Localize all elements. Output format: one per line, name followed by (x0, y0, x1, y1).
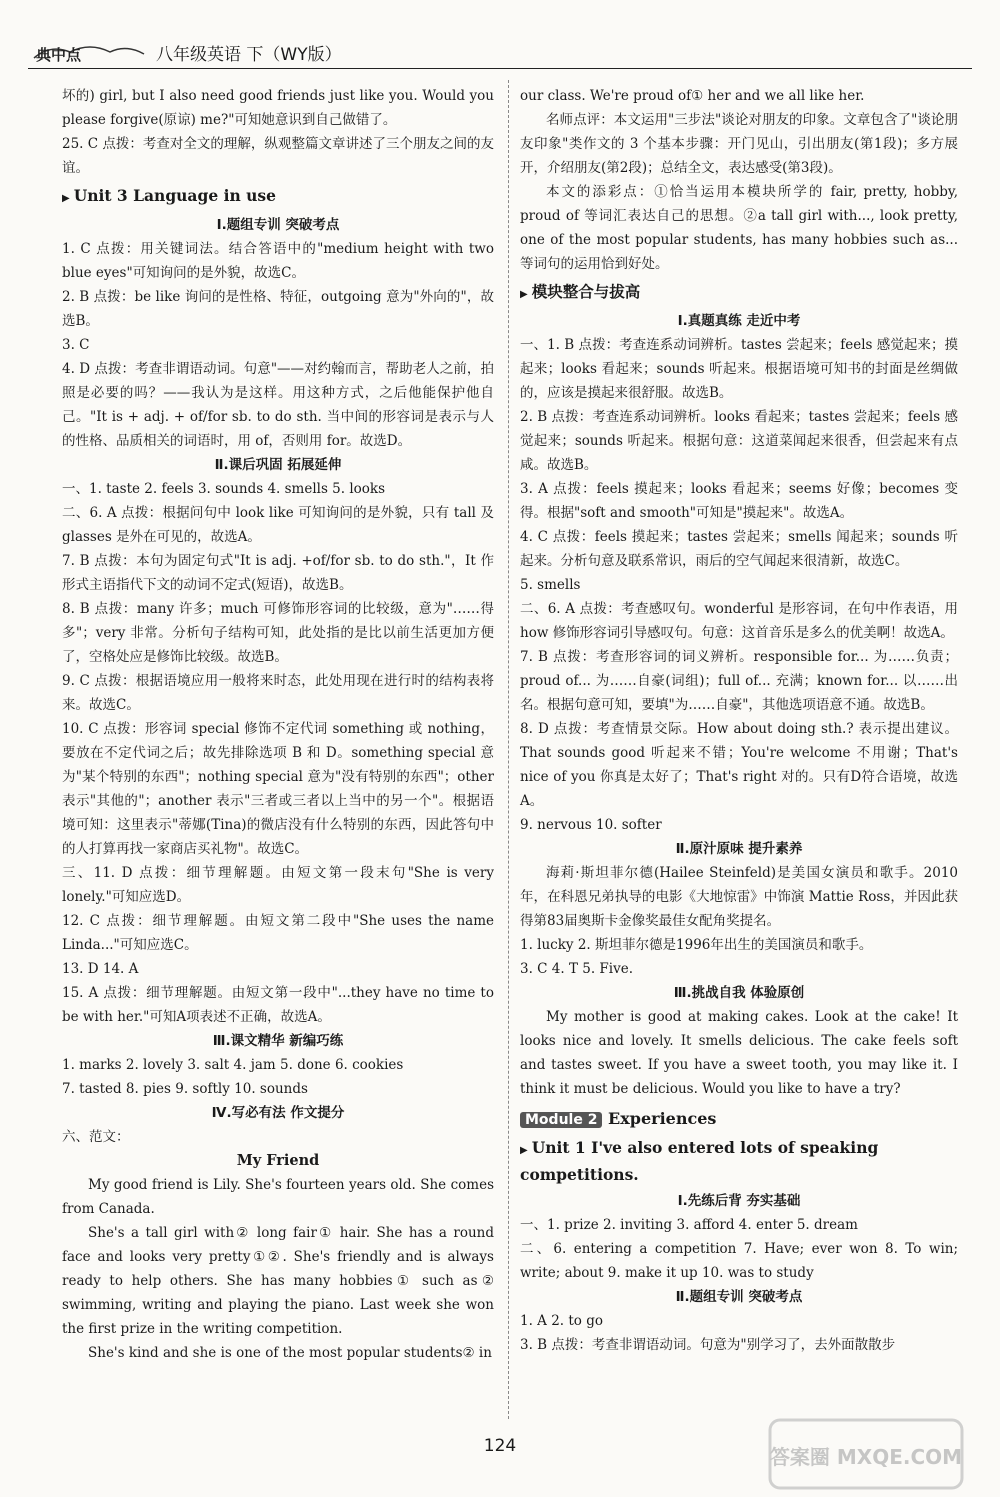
module-tag: Module 2 (520, 1112, 602, 1128)
answer-item: 8. D 点拨：考查情景交际。How about doing sth.? 表示提出建议。That sounds good 听起来不错；You're welcome 不用谢；That's nice of you 你真是太好了；That's right 对的。只有D符合语境，故选A。 (520, 721, 958, 809)
page-header (28, 38, 972, 69)
answer-item: 12. C 点拨：细节理解题。由短文第二段中"She uses the name Linda..."可知应选C。 (62, 913, 494, 953)
answer-item: 二、6. A 点拨：考查感叹句。wonderful 是形容词，在句中作表语，用 how 修饰形容词引导感叹句。句意：这首音乐是多么的优美啊！故选A。 (520, 601, 958, 641)
essay-paragraph: She's a tall girl with② long fair① hair. She has a round face and looks very pretty①②. She's friendly and is always ready to help others. She has many hobbies① such as② swimming, writing and playing the piano. Last week she won the first prize in the writing competition. (62, 1225, 494, 1337)
answer-item: 9. C 点拨：根据语境应用一般将来时态，此处用现在进行时的结构表将来。故选C。 (62, 673, 494, 713)
book-logo-icon (30, 40, 148, 64)
unit1-heading: ▶ Unit 1 I've also entered lots of speaking competitions. (520, 1138, 879, 1184)
answer-item: 一、1. prize 2. inviting 3. afford 4. enter 5. dream (520, 1217, 858, 1233)
essay-paragraph: She's kind and she is one of the most popular students② in (88, 1345, 492, 1361)
section-heading: Ⅲ.挑战自我 体验原创 (673, 985, 805, 1001)
answer-item: 一、1. B 点拨：考查连系动词辨析。tastes 尝起来；feels 感觉起来；摸起来；looks 看起来；sounds 听起来。根据语境可知书的封面是丝绸做的，应该是摸起来很舒服。故选B。 (520, 337, 958, 401)
answer-line: 25. C 点拨：考查对全文的理解，纵观整篇文章讲述了三个朋友之间的友谊。 (62, 136, 494, 176)
sample-writing: My mother is good at making cakes. Look at the cake! It looks nice and lovely. It smells delicious. The cake feels soft and tastes sweet. If you have a sweet tooth, you may like it. I think it must be delicious. Would you like to have a try? (520, 1009, 958, 1097)
module-integration-heading: ▶ 模块整合与拔高 (520, 282, 641, 301)
essay-paragraph: My good friend is Lily. She's fourteen years old. She comes from Canada. (62, 1177, 494, 1217)
highlight-comment: 本文的添彩点：①恰当运用本模块所学的 fair, pretty, hobby, proud of 等词汇表达自己的思想。②a tall girl with..., look pretty, one of the most popular students, has many hobbies such as... 等词句的运用恰到好处。 (520, 184, 958, 272)
answer-item: 4. C 点拨：feels 摸起来；tastes 尝起来；smells 闻起来；sounds 听起来。分析句意及联系常识，雨后的空气闻起来很清新，故选C。 (520, 529, 958, 569)
svg-text:答案圈 MXQE.COM: 答案圈 MXQE.COM (769, 1445, 963, 1469)
answer-item: 2. B 点拨：考查连系动词辨析。looks 看起来；tastes 尝起来；feels 感觉起来；sounds 听起来。根据句意：这道菜闻起来很香，但尝起来有点咸。故选B。 (520, 409, 958, 473)
section-heading: Ⅰ.先练后背 夯实基础 (677, 1193, 801, 1209)
teacher-comment: 名师点评：本文运用"三步法"谈论对朋友的印象。文章包含了"谈论朋友印象"类作文的 3 个基本步骤：开门见山，引出朋友(第1段)；多方展开，介绍朋友(第2段)；总结全文，表达感受(第3段)。 (520, 112, 958, 176)
section-heading: Ⅳ.写必有法 作文提分 (211, 1105, 345, 1121)
answer-item: 4. D 点拨：考查非谓语动词。句意"——对约翰而言，帮助老人之前，拍照是必要的吗？——我认为是这样。用这种方式，之后他能保护他自己。"It is + adj. + of/for sb. to do sth. 当中间的形容词是表示与人的性格、品质相关的词语时，用 of，否则用 for。故选D。 (62, 361, 494, 449)
answer-item: 10. C 点拨：形容词 special 修饰不定代词 something 或 nothing，要放在不定代词之后；故先排除选项 B 和 D。something special 意为"某个特别的东西"；nothing special 意为"没有特别的东西"；other 表示"其他的"；another 表示"三者或三者以上当中的另一个"。根据语境可知：这里表示"蒂娜(Tina)的微店没有什么特别的东西，因此答句中的人打算再找一家商店买礼物"。故选C。 (62, 721, 494, 857)
answer-item: 2. B 点拨：be like 询问的是性格、特征，outgoing 意为"外向的"，故选B。 (62, 289, 494, 329)
answer-item: 15. A 点拨：细节理解题。由短文第一段中"...they have no time to be with her."可知A项表述不正确，故选A。 (62, 985, 494, 1025)
answer-item: 三、11. D 点拨：细节理解题。由短文第一段末句"She is very lonely."可知应选D。 (62, 865, 494, 905)
section-heading: Ⅱ.题组专训 突破考点 (675, 1289, 803, 1305)
answer-item: 9. nervous 10. softer (520, 817, 662, 833)
answer-item: 二、6. entering a competition 7. Have; ever won 8. To win; write; about 9. make it up 10. was to study (520, 1241, 958, 1281)
right-column (520, 84, 958, 1417)
answer-item: 3. A 点拨：feels 摸起来；looks 看起来；seems 好像；becomes 变得。根据"soft and smooth"可知是"摸起来"。故选A。 (520, 481, 958, 521)
answer-item: 3. C 4. T 5. Five. (520, 961, 634, 977)
triangle-icon: ▶ (62, 193, 70, 204)
answer-item: 一、1. taste 2. feels 3. sounds 4. smells 5. looks (62, 481, 386, 497)
answer-item: 7. B 点拨：考查形容词的词义辨析。responsible for... 为……负责；proud of... 为……自豪(词组)；full of... 充满；known for... 以……出名。根据句意可知，要填"为……自豪"，其他选项语意不通。故选B。 (520, 649, 958, 713)
module2-heading: Module 2 Experiences (520, 1107, 958, 1132)
essay-paragraph: our class. We're proud of① her and we all like her. (520, 88, 865, 104)
answer-item: 7. B 点拨：本句为固定句式"It is adj. +of/for sb. to do sth."，It 作形式主语指代下文的动词不定式(短语)，故选B。 (62, 553, 494, 593)
reading-paragraph: 海莉·斯坦菲尔德(Hailee Steinfeld)是美国女演员和歌手。2010年，在科恩兄弟执导的电影《大地惊雷》中饰演 Mattie Ross，并因此获得第83届奥斯卡金像奖最佳女配角奖提名。 (520, 865, 958, 929)
section-heading: Ⅲ.课文精华 新编巧练 (212, 1033, 344, 1049)
answer-item: 1. marks 2. lovely 3. salt 4. jam 5. done 6. cookies (62, 1057, 404, 1073)
answer-item: 5. smells (520, 577, 581, 593)
answer-item: 3. B 点拨：考查非谓语动词。句意为"别学习了，去外面散散步 (520, 1337, 896, 1353)
svg-text:典中点: 典中点 (36, 46, 82, 64)
essay-label: 六、范文： (62, 1129, 130, 1145)
answer-item: 7. tasted 8. pies 9. softly 10. sounds (62, 1081, 308, 1097)
answer-item: 8. B 点拨：many 许多；much 可修饰形容词的比较级，意为"……得多"；very 非常。分析句子结构可知，此处指的是比以前生活更加方便了，空格处应是修饰比较级。故选B。 (62, 601, 494, 665)
answer-item: 3. C (62, 337, 90, 353)
section-heading: Ⅱ.原汁原味 提升素养 (675, 841, 803, 857)
column-divider (508, 80, 509, 1419)
answer-item: 1. lucky 2. 斯坦菲尔德是1996年出生的美国演员和歌手。 (520, 937, 873, 953)
unit3-heading: ▶ Unit 3 Language in use (62, 186, 276, 205)
section-heading: Ⅰ.真题真练 走近中考 (677, 313, 801, 329)
answer-item: 13. D 14. A (62, 961, 139, 977)
page-number: 124 (483, 1436, 517, 1456)
answer-item: 1. C 点拨：用关键词法。结合答语中的"medium height with two blue eyes"可知询问的是外貌，故选C。 (62, 241, 494, 281)
section-heading: Ⅰ.题组专训 突破考点 (216, 217, 340, 233)
answer-item: 二、6. A 点拨：根据问句中 look like 可知询问的是外貌，只有 tall 及 glasses 是外在可见的，故选A。 (62, 505, 494, 545)
triangle-icon: ▶ (520, 289, 528, 300)
book-title: 八年级英语 下（WY版） (156, 45, 342, 65)
answer-item: 1. A 2. to go (520, 1313, 603, 1329)
watermark-logo-icon (766, 1416, 966, 1492)
essay-title: My Friend (236, 1152, 320, 1169)
triangle-icon: ▶ (520, 1145, 528, 1156)
answer-line: 坏的) girl, but I also need good friends just like you. Would you please forgive(原谅) me?"可知她意识到自己做错了。 (62, 88, 494, 128)
left-column (62, 84, 494, 1417)
section-heading: Ⅱ.课后巩固 拓展延伸 (214, 457, 342, 473)
